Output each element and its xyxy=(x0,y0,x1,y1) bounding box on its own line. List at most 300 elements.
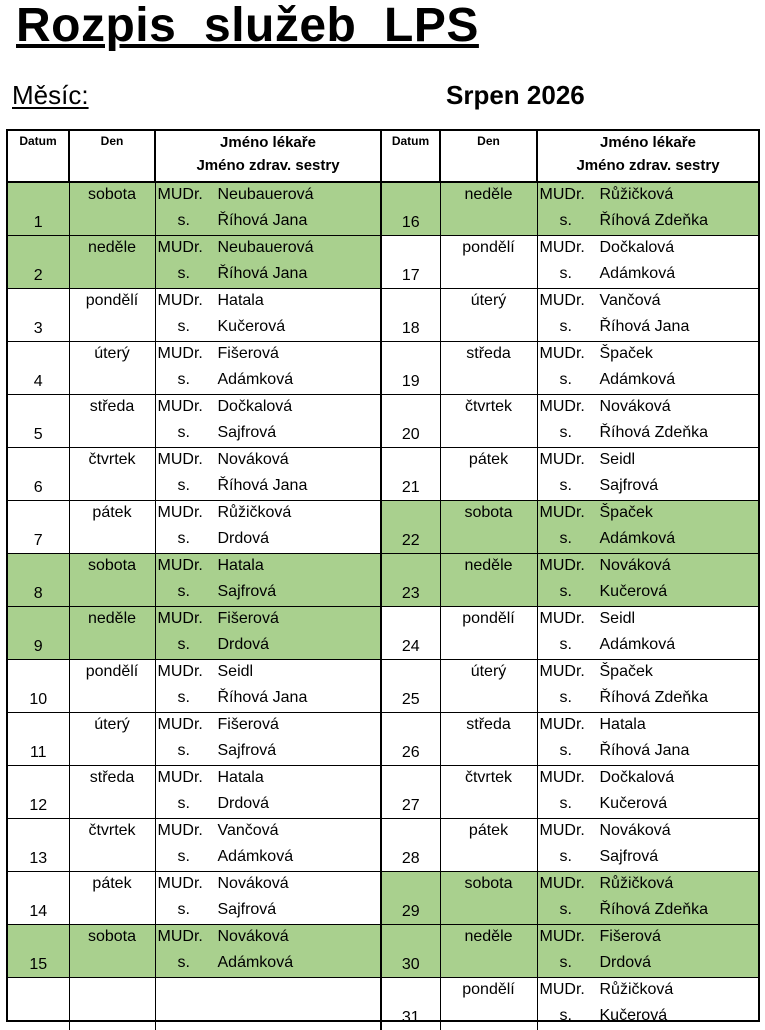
doctor-name: Dočkalová xyxy=(600,239,675,256)
day-name: sobota xyxy=(70,928,155,946)
date-cell-left xyxy=(8,607,69,660)
staff-cell-right xyxy=(537,289,758,342)
nurse-line xyxy=(158,742,381,760)
header-row xyxy=(8,131,758,182)
date-cell-right xyxy=(381,448,440,501)
doctor-line xyxy=(540,928,759,946)
doctor-line xyxy=(540,451,759,469)
day-name: neděle xyxy=(441,186,537,204)
day-name: neděle xyxy=(70,239,155,257)
date-number: 4 xyxy=(8,373,69,391)
doctor-name: Vančová xyxy=(600,292,661,309)
nurse-prefix: s. xyxy=(158,212,218,230)
day-name: úterý xyxy=(70,716,155,734)
day-cell-right xyxy=(440,448,537,501)
doctor-line xyxy=(158,822,381,840)
day-cell-left xyxy=(69,182,155,236)
doctor-name: Dočkalová xyxy=(218,398,293,415)
nurse-line xyxy=(540,954,759,972)
staff-cell-right xyxy=(537,236,758,289)
nurse-name: Kučerová xyxy=(600,583,668,600)
nurse-line xyxy=(540,530,759,548)
nurse-line xyxy=(540,848,759,866)
doctor-name: Seidl xyxy=(218,663,254,680)
nurse-name: Adámková xyxy=(600,265,676,282)
day-name: čtvrtek xyxy=(441,398,537,416)
nurse-name: Adámková xyxy=(218,954,294,971)
nurse-prefix: s. xyxy=(540,795,600,813)
date-cell-left xyxy=(8,395,69,448)
nurse-name: Říhová Jana xyxy=(218,265,308,282)
date-cell-right xyxy=(381,660,440,713)
doctor-prefix: MUDr. xyxy=(540,610,600,628)
staff-cell-right xyxy=(537,925,758,978)
day-name: pondělí xyxy=(70,663,155,681)
day-name: sobota xyxy=(441,504,537,522)
day-cell-left xyxy=(69,448,155,501)
doctor-name: Seidl xyxy=(600,451,636,468)
date-cell-left xyxy=(8,819,69,872)
doctor-name: Hatala xyxy=(218,292,264,309)
doctor-line xyxy=(540,716,759,734)
staff-cell-right xyxy=(537,554,758,607)
doctor-name: Růžičková xyxy=(600,981,674,998)
day-cell-left xyxy=(69,925,155,978)
doctor-prefix: MUDr. xyxy=(158,769,218,787)
staff-cell-left xyxy=(155,289,381,342)
doctor-prefix: MUDr. xyxy=(540,398,600,416)
doctor-name: Nováková xyxy=(218,928,289,945)
day-cell-left xyxy=(69,660,155,713)
doctor-name: Fišerová xyxy=(218,345,279,362)
nurse-line xyxy=(540,265,759,283)
nurse-name: Sajfrová xyxy=(218,742,277,759)
doctor-name: Seidl xyxy=(600,610,636,627)
doctor-name: Růžičková xyxy=(600,186,674,203)
doctor-prefix: MUDr. xyxy=(158,186,218,204)
day-name: čtvrtek xyxy=(70,451,155,469)
staff-cell-left xyxy=(155,448,381,501)
staff-cell-right xyxy=(537,978,758,1030)
day-cell-left xyxy=(69,713,155,766)
table-row xyxy=(8,713,758,766)
day-cell-left xyxy=(69,978,155,1030)
day-name: úterý xyxy=(441,292,537,310)
staff-cell-left xyxy=(155,501,381,554)
doctor-prefix: MUDr. xyxy=(540,557,600,575)
nurse-prefix: s. xyxy=(540,583,600,601)
doctor-line xyxy=(540,292,759,310)
nurse-line xyxy=(540,318,759,336)
day-name: středa xyxy=(441,716,537,734)
staff-cell-right xyxy=(537,819,758,872)
day-name: pondělí xyxy=(70,292,155,310)
nurse-name: Říhová Jana xyxy=(218,689,308,706)
staff-cell-right xyxy=(537,448,758,501)
table-row xyxy=(8,607,758,660)
doctor-name: Nováková xyxy=(600,398,671,415)
day-name: neděle xyxy=(441,557,537,575)
doctor-prefix: MUDr. xyxy=(158,292,218,310)
date-cell-left xyxy=(8,501,69,554)
doctor-prefix: MUDr. xyxy=(158,239,218,257)
nurse-line xyxy=(158,371,381,389)
nurse-prefix: s. xyxy=(540,477,600,495)
nurse-prefix: s. xyxy=(158,901,218,919)
day-cell-left xyxy=(69,342,155,395)
day-name: čtvrtek xyxy=(441,769,537,787)
nurse-prefix: s. xyxy=(540,742,600,760)
day-name: pátek xyxy=(70,504,155,522)
doctor-name: Hatala xyxy=(600,716,646,733)
table-row xyxy=(8,554,758,607)
day-cell-left xyxy=(69,289,155,342)
nurse-line xyxy=(540,689,759,707)
date-number: 23 xyxy=(382,585,440,603)
doctor-prefix: MUDr. xyxy=(158,663,218,681)
nurse-line xyxy=(540,583,759,601)
date-number: 25 xyxy=(382,691,440,709)
day-cell-right xyxy=(440,501,537,554)
day-cell-left xyxy=(69,607,155,660)
nurse-prefix: s. xyxy=(540,901,600,919)
date-cell-right xyxy=(381,925,440,978)
day-cell-right xyxy=(440,342,537,395)
doctor-line xyxy=(540,345,759,363)
nurse-name: Říhová Jana xyxy=(600,742,690,759)
nurse-name: Drdová xyxy=(218,530,270,547)
date-cell-left xyxy=(8,872,69,925)
date-number: 10 xyxy=(8,691,69,709)
doctor-prefix: MUDr. xyxy=(540,769,600,787)
nurse-name: Říhová Jana xyxy=(600,318,690,335)
doctor-line xyxy=(540,663,759,681)
day-name: pátek xyxy=(441,451,537,469)
day-cell-right xyxy=(440,872,537,925)
table-row xyxy=(8,342,758,395)
date-number: 8 xyxy=(8,585,69,603)
doctor-name: Špaček xyxy=(600,345,653,362)
table-row xyxy=(8,766,758,819)
header-datum-right: Datum xyxy=(381,131,440,182)
doctor-name: Růžičková xyxy=(218,504,292,521)
nurse-prefix: s. xyxy=(540,1007,600,1025)
doctor-line xyxy=(540,186,759,204)
nurse-line xyxy=(158,901,381,919)
header-names-left: Jméno lékaře Jméno zdrav. sestry xyxy=(155,131,381,182)
date-number: 6 xyxy=(8,479,69,497)
date-cell-left xyxy=(8,766,69,819)
nurse-line xyxy=(540,901,759,919)
nurse-prefix: s. xyxy=(540,848,600,866)
nurse-line xyxy=(540,636,759,654)
table-row xyxy=(8,978,758,1030)
date-cell-right xyxy=(381,607,440,660)
table-row xyxy=(8,182,758,236)
date-cell-right xyxy=(381,819,440,872)
nurse-prefix: s. xyxy=(158,318,218,336)
date-number: 28 xyxy=(382,850,440,868)
date-number: 19 xyxy=(382,373,440,391)
nurse-line xyxy=(158,795,381,813)
table-row xyxy=(8,819,758,872)
doctor-line xyxy=(158,716,381,734)
nurse-name: Říhová Zdeňka xyxy=(600,689,709,706)
nurse-line xyxy=(158,583,381,601)
doctor-line xyxy=(158,239,381,257)
nurse-line xyxy=(158,318,381,336)
nurse-name: Sajfrová xyxy=(218,583,277,600)
date-number: 11 xyxy=(8,744,69,762)
doctor-line xyxy=(540,239,759,257)
date-number: 12 xyxy=(8,797,69,815)
staff-cell-left xyxy=(155,182,381,236)
date-number: 24 xyxy=(382,638,440,656)
nurse-line xyxy=(540,1007,759,1025)
nurse-line xyxy=(158,530,381,548)
nurse-prefix: s. xyxy=(540,689,600,707)
day-cell-right xyxy=(440,713,537,766)
date-cell-right xyxy=(381,342,440,395)
nurse-prefix: s. xyxy=(158,742,218,760)
doctor-name: Růžičková xyxy=(600,875,674,892)
date-cell-left xyxy=(8,448,69,501)
nurse-name: Kučerová xyxy=(600,795,668,812)
staff-cell-left xyxy=(155,395,381,448)
nurse-line xyxy=(540,371,759,389)
doctor-name: Vančová xyxy=(218,822,279,839)
day-name: pátek xyxy=(70,875,155,893)
doctor-name: Špaček xyxy=(600,663,653,680)
nurse-name: Adámková xyxy=(218,848,294,865)
table-row xyxy=(8,501,758,554)
day-cell-right xyxy=(440,607,537,660)
nurse-prefix: s. xyxy=(158,371,218,389)
nurse-name: Sajfrová xyxy=(218,901,277,918)
doctor-line xyxy=(540,504,759,522)
doctor-prefix: MUDr. xyxy=(540,875,600,893)
doctor-prefix: MUDr. xyxy=(540,292,600,310)
doctor-prefix: MUDr. xyxy=(540,822,600,840)
doctor-prefix: MUDr. xyxy=(540,239,600,257)
nurse-name: Adámková xyxy=(600,530,676,547)
staff-cell-left xyxy=(155,713,381,766)
nurse-line xyxy=(540,424,759,442)
day-name: středa xyxy=(441,345,537,363)
staff-cell-left xyxy=(155,872,381,925)
doctor-line xyxy=(540,769,759,787)
day-cell-right xyxy=(440,236,537,289)
doctor-name: Hatala xyxy=(218,769,264,786)
doctor-name: Nováková xyxy=(600,557,671,574)
date-cell-right xyxy=(381,501,440,554)
day-cell-left xyxy=(69,501,155,554)
doctor-line xyxy=(158,345,381,363)
month-value: Srpen 2026 xyxy=(446,80,585,111)
doctor-name: Neubauerová xyxy=(218,239,314,256)
date-cell-left xyxy=(8,925,69,978)
date-cell-left xyxy=(8,554,69,607)
day-name: středa xyxy=(70,398,155,416)
doctor-name: Fišerová xyxy=(218,610,279,627)
day-cell-right xyxy=(440,766,537,819)
doctor-prefix: MUDr. xyxy=(158,610,218,628)
nurse-name: Drdová xyxy=(218,636,270,653)
doctor-line xyxy=(158,186,381,204)
date-number: 26 xyxy=(382,744,440,762)
doctor-prefix: MUDr. xyxy=(540,345,600,363)
nurse-prefix: s. xyxy=(540,636,600,654)
nurse-prefix: s. xyxy=(158,477,218,495)
doctor-line xyxy=(158,557,381,575)
date-cell-right xyxy=(381,395,440,448)
date-cell-right xyxy=(381,713,440,766)
date-cell-right xyxy=(381,872,440,925)
date-number: 7 xyxy=(8,532,69,550)
nurse-prefix: s. xyxy=(158,424,218,442)
doctor-prefix: MUDr. xyxy=(540,981,600,999)
day-name: pondělí xyxy=(441,610,537,628)
staff-cell-right xyxy=(537,766,758,819)
day-cell-left xyxy=(69,236,155,289)
date-number: 5 xyxy=(8,426,69,444)
nurse-prefix: s. xyxy=(540,212,600,230)
day-name: úterý xyxy=(70,345,155,363)
day-name: pátek xyxy=(441,822,537,840)
date-cell-left xyxy=(8,713,69,766)
doctor-prefix: MUDr. xyxy=(540,451,600,469)
doctor-prefix: MUDr. xyxy=(540,504,600,522)
doctor-line xyxy=(158,451,381,469)
staff-cell-left xyxy=(155,342,381,395)
nurse-line xyxy=(158,265,381,283)
staff-cell-left xyxy=(155,819,381,872)
nurse-name: Adámková xyxy=(600,371,676,388)
day-name: neděle xyxy=(70,610,155,628)
staff-cell-left xyxy=(155,925,381,978)
nurse-prefix: s. xyxy=(158,583,218,601)
nurse-prefix: s. xyxy=(158,848,218,866)
day-name: neděle xyxy=(441,928,537,946)
table-row xyxy=(8,872,758,925)
staff-cell-right xyxy=(537,342,758,395)
doctor-line xyxy=(540,610,759,628)
nurse-line xyxy=(158,477,381,495)
day-name: sobota xyxy=(70,186,155,204)
doctor-line xyxy=(158,398,381,416)
nurse-name: Sajfrová xyxy=(218,424,277,441)
nurse-name: Adámková xyxy=(218,371,294,388)
date-cell-right xyxy=(381,978,440,1030)
doctor-prefix: MUDr. xyxy=(158,875,218,893)
doctor-prefix: MUDr. xyxy=(158,504,218,522)
schedule-table-frame xyxy=(6,129,760,1022)
doctor-prefix: MUDr. xyxy=(158,557,218,575)
nurse-line xyxy=(158,636,381,654)
date-number: 29 xyxy=(382,903,440,921)
day-cell-right xyxy=(440,819,537,872)
date-number: 16 xyxy=(382,214,440,232)
doctor-name: Fišerová xyxy=(218,716,279,733)
doctor-name: Nováková xyxy=(600,822,671,839)
date-number: 2 xyxy=(8,267,69,285)
doctor-line xyxy=(540,875,759,893)
nurse-name: Říhová Zdeňka xyxy=(600,212,709,229)
doctor-prefix: MUDr. xyxy=(158,716,218,734)
nurse-line xyxy=(540,477,759,495)
staff-cell-right xyxy=(537,713,758,766)
day-cell-right xyxy=(440,289,537,342)
table-row xyxy=(8,448,758,501)
table-row xyxy=(8,925,758,978)
date-cell-right xyxy=(381,182,440,236)
nurse-line xyxy=(158,424,381,442)
nurse-prefix: s. xyxy=(158,689,218,707)
day-cell-left xyxy=(69,766,155,819)
nurse-prefix: s. xyxy=(540,424,600,442)
day-cell-left xyxy=(69,872,155,925)
schedule-table xyxy=(8,131,758,1030)
table-row xyxy=(8,395,758,448)
date-number: 30 xyxy=(382,956,440,974)
nurse-prefix: s. xyxy=(158,954,218,972)
date-number: 21 xyxy=(382,479,440,497)
day-name: čtvrtek xyxy=(70,822,155,840)
page-title: Rozpis služeb LPS xyxy=(16,0,479,53)
date-number: 9 xyxy=(8,638,69,656)
staff-cell-right xyxy=(537,501,758,554)
day-cell-right xyxy=(440,182,537,236)
date-number: 31 xyxy=(382,1009,440,1027)
nurse-name: Říhová Jana xyxy=(218,212,308,229)
table-row xyxy=(8,289,758,342)
header-names-right: Jméno lékaře Jméno zdrav. sestry xyxy=(537,131,758,182)
month-label: Měsíc: xyxy=(12,80,89,111)
doctor-prefix: MUDr. xyxy=(540,186,600,204)
doctor-line xyxy=(158,769,381,787)
doctor-prefix: MUDr. xyxy=(158,928,218,946)
nurse-line xyxy=(540,742,759,760)
day-name: sobota xyxy=(70,557,155,575)
nurse-name: Drdová xyxy=(218,795,270,812)
date-cell-left xyxy=(8,342,69,395)
doctor-prefix: MUDr. xyxy=(540,928,600,946)
staff-cell-left xyxy=(155,607,381,660)
doctor-name: Hatala xyxy=(218,557,264,574)
date-number: 27 xyxy=(382,797,440,815)
nurse-prefix: s. xyxy=(540,318,600,336)
nurse-name: Kučerová xyxy=(218,318,286,335)
nurse-line xyxy=(158,954,381,972)
doctor-prefix: MUDr. xyxy=(158,451,218,469)
nurse-prefix: s. xyxy=(158,795,218,813)
date-number: 20 xyxy=(382,426,440,444)
date-number: 14 xyxy=(8,903,69,921)
day-name: pondělí xyxy=(441,981,537,999)
header-den-right: Den xyxy=(440,131,537,182)
doctor-name: Nováková xyxy=(218,875,289,892)
day-name: středa xyxy=(70,769,155,787)
doctor-name: Špaček xyxy=(600,504,653,521)
doctor-line xyxy=(540,398,759,416)
nurse-prefix: s. xyxy=(540,530,600,548)
nurse-prefix: s. xyxy=(158,530,218,548)
staff-cell-right xyxy=(537,660,758,713)
doctor-prefix: MUDr. xyxy=(540,716,600,734)
doctor-line xyxy=(158,292,381,310)
nurse-name: Říhová Zdeňka xyxy=(600,901,709,918)
nurse-name: Drdová xyxy=(600,954,652,971)
